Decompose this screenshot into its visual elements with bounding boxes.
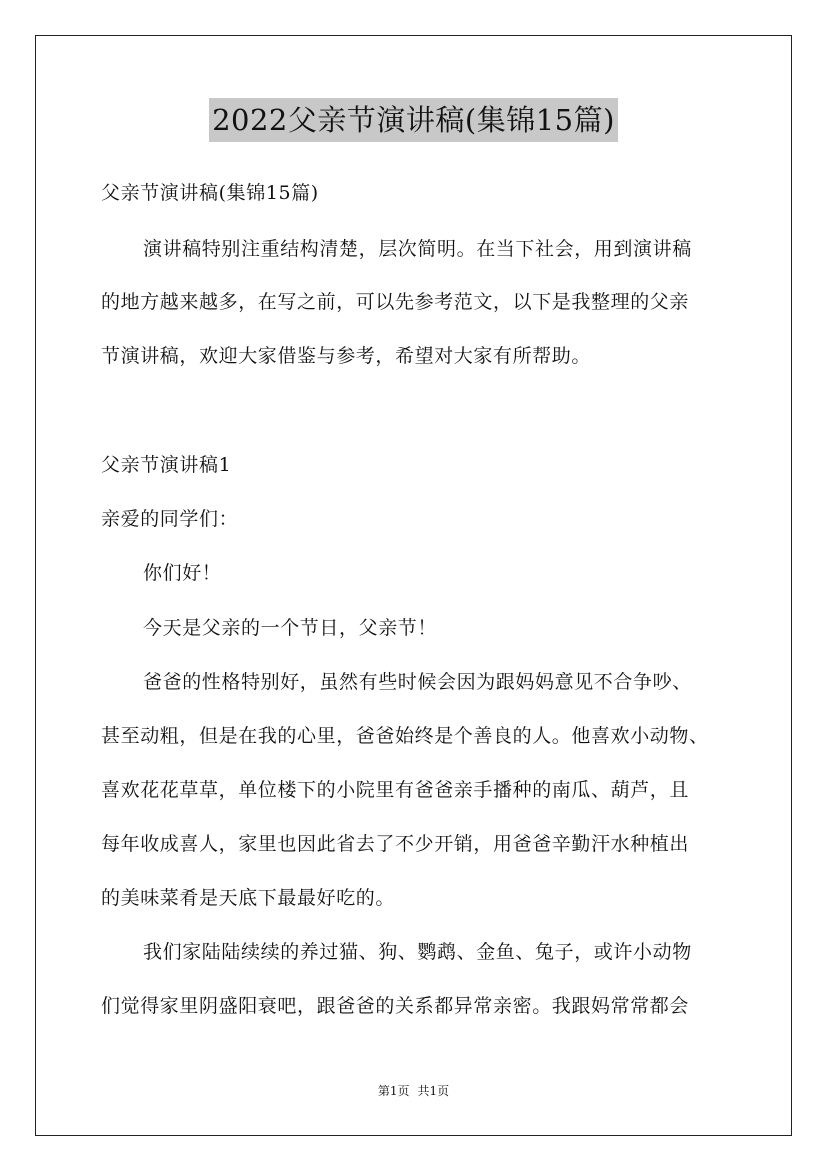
paragraph-3-line-1: 我们家陆陆续续的养过猫、狗、鹦鹉、金鱼、兔子，或许小动物 bbox=[143, 941, 692, 963]
page-total: 共1页 bbox=[417, 1084, 450, 1098]
intro-line-2: 的地方越来越多，在写之前，可以先参考范文，以下是我整理的父亲 bbox=[101, 291, 690, 313]
page-footer bbox=[0, 1083, 827, 1099]
salutation: 亲爱的同学们： bbox=[101, 508, 239, 530]
page-number: 第1页 bbox=[377, 1084, 410, 1098]
subtitle: 父亲节演讲稿(集锦15篇) bbox=[101, 182, 319, 204]
paragraph-2-line-1: 爸爸的性格特别好，虽然有些时候会因为跟妈妈意见不合争吵、 bbox=[143, 671, 692, 693]
paragraph-2-line-3: 喜欢花花草草，单位楼下的小院里有爸爸亲手播种的南瓜、葫芦，且 bbox=[101, 779, 690, 801]
document-title: 2022父亲节演讲稿(集锦15篇) bbox=[209, 98, 618, 142]
greeting: 你们好！ bbox=[143, 562, 222, 584]
paragraph-2-line-4: 每年收成喜人，家里也因此省去了不少开销，用爸爸辛勤汗水种植出 bbox=[101, 833, 690, 855]
paragraph-3-line-2: 们觉得家里阴盛阳衰吧，跟爸爸的关系都异常亲密。我跟妈常常都会 bbox=[101, 995, 690, 1017]
intro-line-1: 演讲稿特别注重结构清楚，层次简明。在当下社会，用到演讲稿 bbox=[143, 238, 692, 260]
title-container bbox=[0, 98, 827, 142]
paragraph-1: 今天是父亲的一个节日，父亲节！ bbox=[143, 617, 438, 639]
section-heading: 父亲节演讲稿1 bbox=[101, 454, 232, 476]
paragraph-2-line-5: 的美味菜肴是天底下最最好吃的。 bbox=[101, 887, 396, 909]
intro-line-3: 节演讲稿，欢迎大家借鉴与参考，希望对大家有所帮助。 bbox=[101, 345, 592, 367]
paragraph-2-line-2: 甚至动粗，但是在我的心里，爸爸始终是个善良的人。他喜欢小动物、 bbox=[101, 725, 709, 747]
